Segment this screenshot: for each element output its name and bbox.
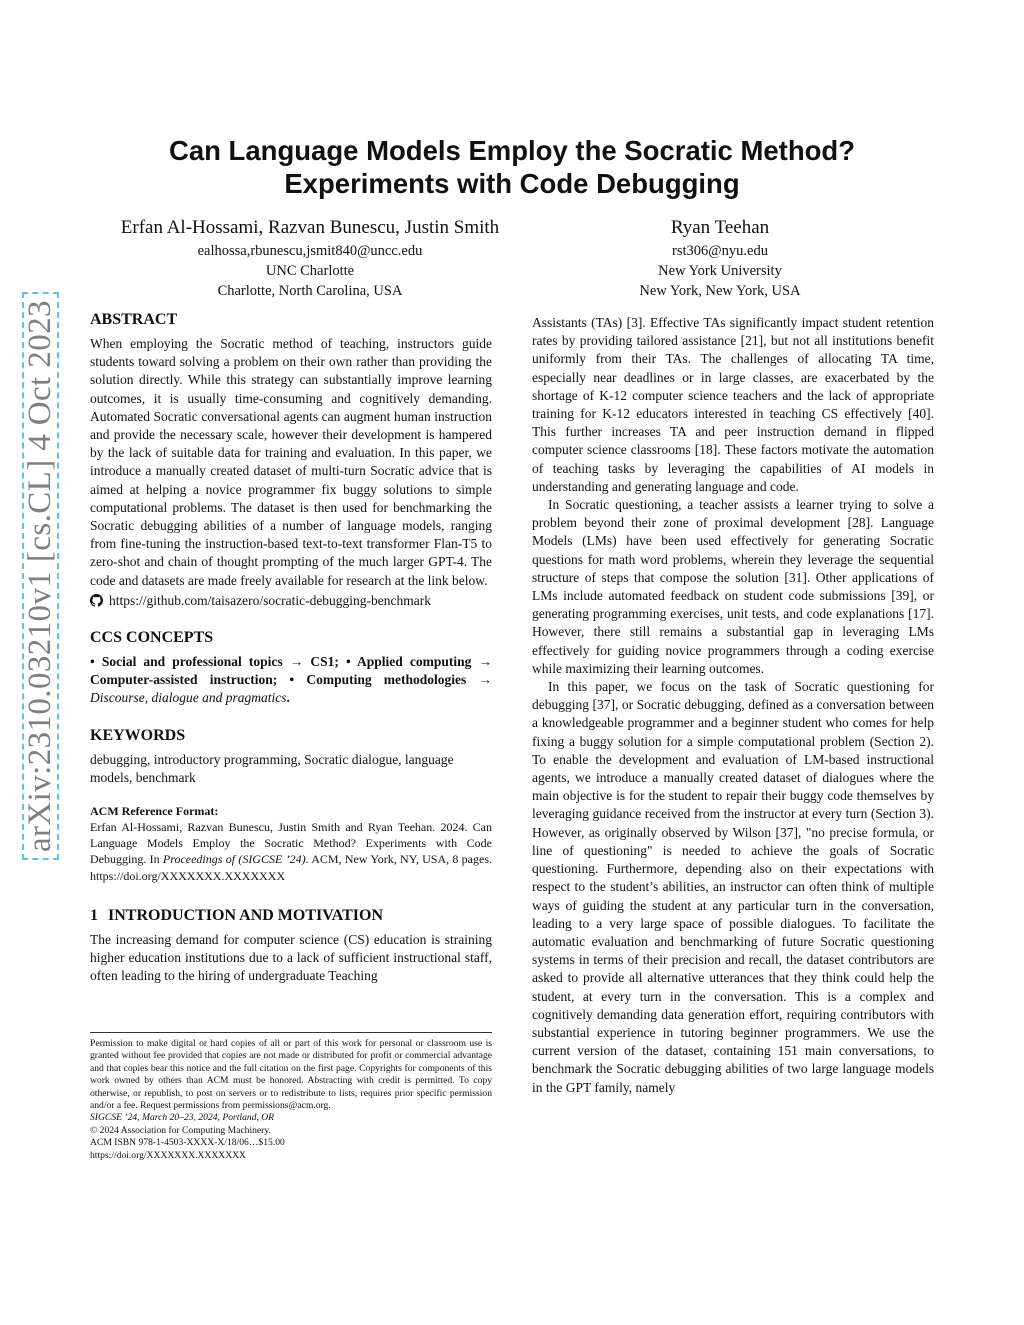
paper-title: [90, 134, 934, 200]
section-title: INTRODUCTION AND MOTIVATION: [108, 906, 383, 924]
ccs-concepts-end: .: [286, 690, 290, 706]
copyright-line: © 2024 Association for Computing Machinery.: [90, 1124, 271, 1136]
author-affiliation: UNC Charlotte: [265, 263, 355, 279]
conference-line: SIGCSE ’24, March 20–23, 2024, Portland, OR: [90, 1112, 275, 1124]
acm-reference-part1: Erfan Al-Hossami, Razvan Bunescu, Justin Smith and Ryan Teehan. 2024. Can Language Models Employ the Socratic Method? Experiments with Code Debugging. In: [90, 820, 492, 867]
ccs-heading: CCS CONCEPTS: [90, 629, 214, 647]
acm-reference-part2: ACM, New York, NY, USA, 8 pages. https://doi.org/XXXXXXX.XXXXXXX: [90, 852, 493, 883]
acm-reference-heading: ACM Reference Format:: [90, 804, 219, 819]
title-line-2: Experiments with Code Debugging: [284, 168, 740, 199]
arxiv-identifier[interactable]: arXiv:2310.03210v1 [cs.CL] 4 Oct 2023: [22, 292, 59, 860]
author-block-left: [90, 216, 530, 301]
author-location: Charlotte, North Carolina, USA: [217, 283, 403, 299]
right-column: [532, 314, 934, 1097]
ccs-concepts: [90, 653, 492, 708]
intro-paragraph-2: In Socratic questioning, a teacher assists a learner trying to solve a problem beyond their zone of proximal development [28]. Language Models (LMs) have been used effectively for generating Socratic questions for math word problems, wherein they leverage the sequential structure of steps that compose the solution [31]. Other applications of LMs include automated feedback on student code submissions [39], or generating programming exercises, unit tests, and code explanations [17]. However, there still remains a substantial gap in leveraging LMs effectively for guiding novice programmers through a coding exercise while maximizing their learning outcomes.: [532, 497, 934, 676]
author-email: rst306@nyu.edu: [672, 243, 768, 259]
title-line-1: Can Language Models Employ the Socratic Method?: [168, 135, 856, 166]
section-number: 1: [90, 906, 98, 924]
permission-text: Permission to make digital or hard copies of all or part of this work for personal or classroom use is granted without fee provided that copies are not made or distributed for profit or commercial advantage and that copies bear this notice and the full citation on the first page. Copyrights for components of this work owned by others than ACM must be honored. Abstracting with credit is permitted. To copy otherwise, or republish, to post on servers or to redistribute to lists, requires prior specific permission and/or a fee. Request permissions from permissions@acm.org.: [90, 1038, 492, 1112]
left-column: [90, 310, 492, 985]
ccs-concepts-main: • Social and professional topics → CS1; • Applied computing → Computer-assisted instruction; • Computing methodologies →: [90, 654, 492, 688]
intro-paragraph-1: Assistants (TAs) [3]. Effective TAs significantly impact student retention rates by providing tailored assistance [21], but not all institutions benefit uniformly from their TAs. The challenges of allocating TA time, especially near deadlines or in large classes, are exacerbated by the shortage of K-12 computer science teachers and the lack of appropriate training for K-12 educators interested in teaching CS effectively [40]. This further increases TA and peer instruction demand in flipped computer science classrooms [18]. These factors motivate the automation of teaching tasks by leveraging the capabilities of AI models in understanding and generating language and code.: [532, 315, 934, 494]
author-block-right: [590, 216, 850, 301]
isbn-line: ACM ISBN 978-1-4503-XXXX-X/18/06…$15.00: [90, 1137, 285, 1149]
keywords-heading: KEYWORDS: [90, 726, 186, 744]
abstract-text: When employing the Socratic method of teaching, instructors guide students toward solving a problem on their own rather than providing the solution directly. While this strategy can substantially improve learning outcomes, it is usually time-consuming and cognitively demanding. Automated Socratic conversational agents can augment human instruction and provide the necessary scale, however their development is hampered by the lack of suitable data for training and evaluation. In this paper, we introduce a manually created dataset of multi-turn Socratic advice that is aimed at helping a novice programmer fix buggy solutions to simple computational problems. The dataset is then used for benchmarking the Socratic debugging abilities of a number of language models, ranging from fine-tuning the instruction-based text-to-text transformer Flan-T5 to zero-shot and chain of thought prompting of the much larger GPT-4. The code and datasets are made freely available for research at the link below.: [90, 336, 492, 588]
repo-link-line[interactable]: [90, 592, 492, 610]
intro-paragraph-left: The increasing demand for computer science (CS) education is straining higher education institutions due to a lack of sufficient instructional staff, often leading to the hiring of undergraduate Teaching: [90, 931, 492, 984]
github-icon: [90, 594, 103, 607]
author-names: Erfan Al-Hossami, Razvan Bunescu, Justin Smith: [120, 217, 500, 238]
ccs-concepts-italic: Discourse, dialogue and pragmatics: [90, 690, 287, 706]
keywords-text: debugging, introductory programming, Socratic dialogue, language models, benchmark: [90, 751, 454, 785]
intro-paragraph-3: In this paper, we focus on the task of Socratic questioning for debugging [37], or Socratic debugging, defined as a conversation between a knowledgeable programmer and a beginner student who comes for help fixing a buggy solution for a simple computational problem (Section 2). To enable the development and evaluation of LM-based instructional agents, we introduce a manually created dataset of dialogues where the main objective is for the student to repair their buggy code themselves by leveraging guidance received from the instructor at every turn (Section 3). However, as originally observed by Wilson [37], "no precise formula, or line of questioning" is needed to achieve the goals of Socratic questioning. Furthermore, depending also on their expectations with respect to the student’s abilities, an instructor can often think of multiple ways of guiding the student at any particular turn in the conversation, leading to a very large space of possible dialogues. To facilitate the automatic evaluation and benchmarking of future Socratic questioning systems in terms of their precision and recall, the dataset contributors are asked to provide all alternative utterances that they think could help the student, at every turn in the conversation. This is a complex and cognitively demanding data generation effort, requiring contributors with substantial experience in tutoring beginner programmers. We use the current version of the dataset, containing 151 main conversations, to benchmark the Socratic debugging abilities of two large language models in the GPT family, namely: [532, 679, 934, 1095]
repo-link[interactable]: https://github.com/taisazero/socratic-debugging-benchmark: [109, 592, 432, 608]
abstract-heading: ABSTRACT: [90, 311, 178, 328]
author-location: New York, New York, USA: [639, 283, 801, 299]
intro-heading: [90, 906, 492, 926]
author-email: ealhossa,rbunescu,jsmit840@uncc.edu: [197, 243, 423, 259]
acm-reference-text: [90, 819, 492, 884]
author-names: Ryan Teehan: [670, 217, 770, 238]
acm-reference-venue: Proceedings of (SIGCSE ’24).: [162, 852, 309, 867]
author-affiliation: New York University: [658, 263, 782, 279]
permission-footnote: [90, 1032, 492, 1162]
doi-line[interactable]: https://doi.org/XXXXXXX.XXXXXXX: [90, 1149, 246, 1161]
